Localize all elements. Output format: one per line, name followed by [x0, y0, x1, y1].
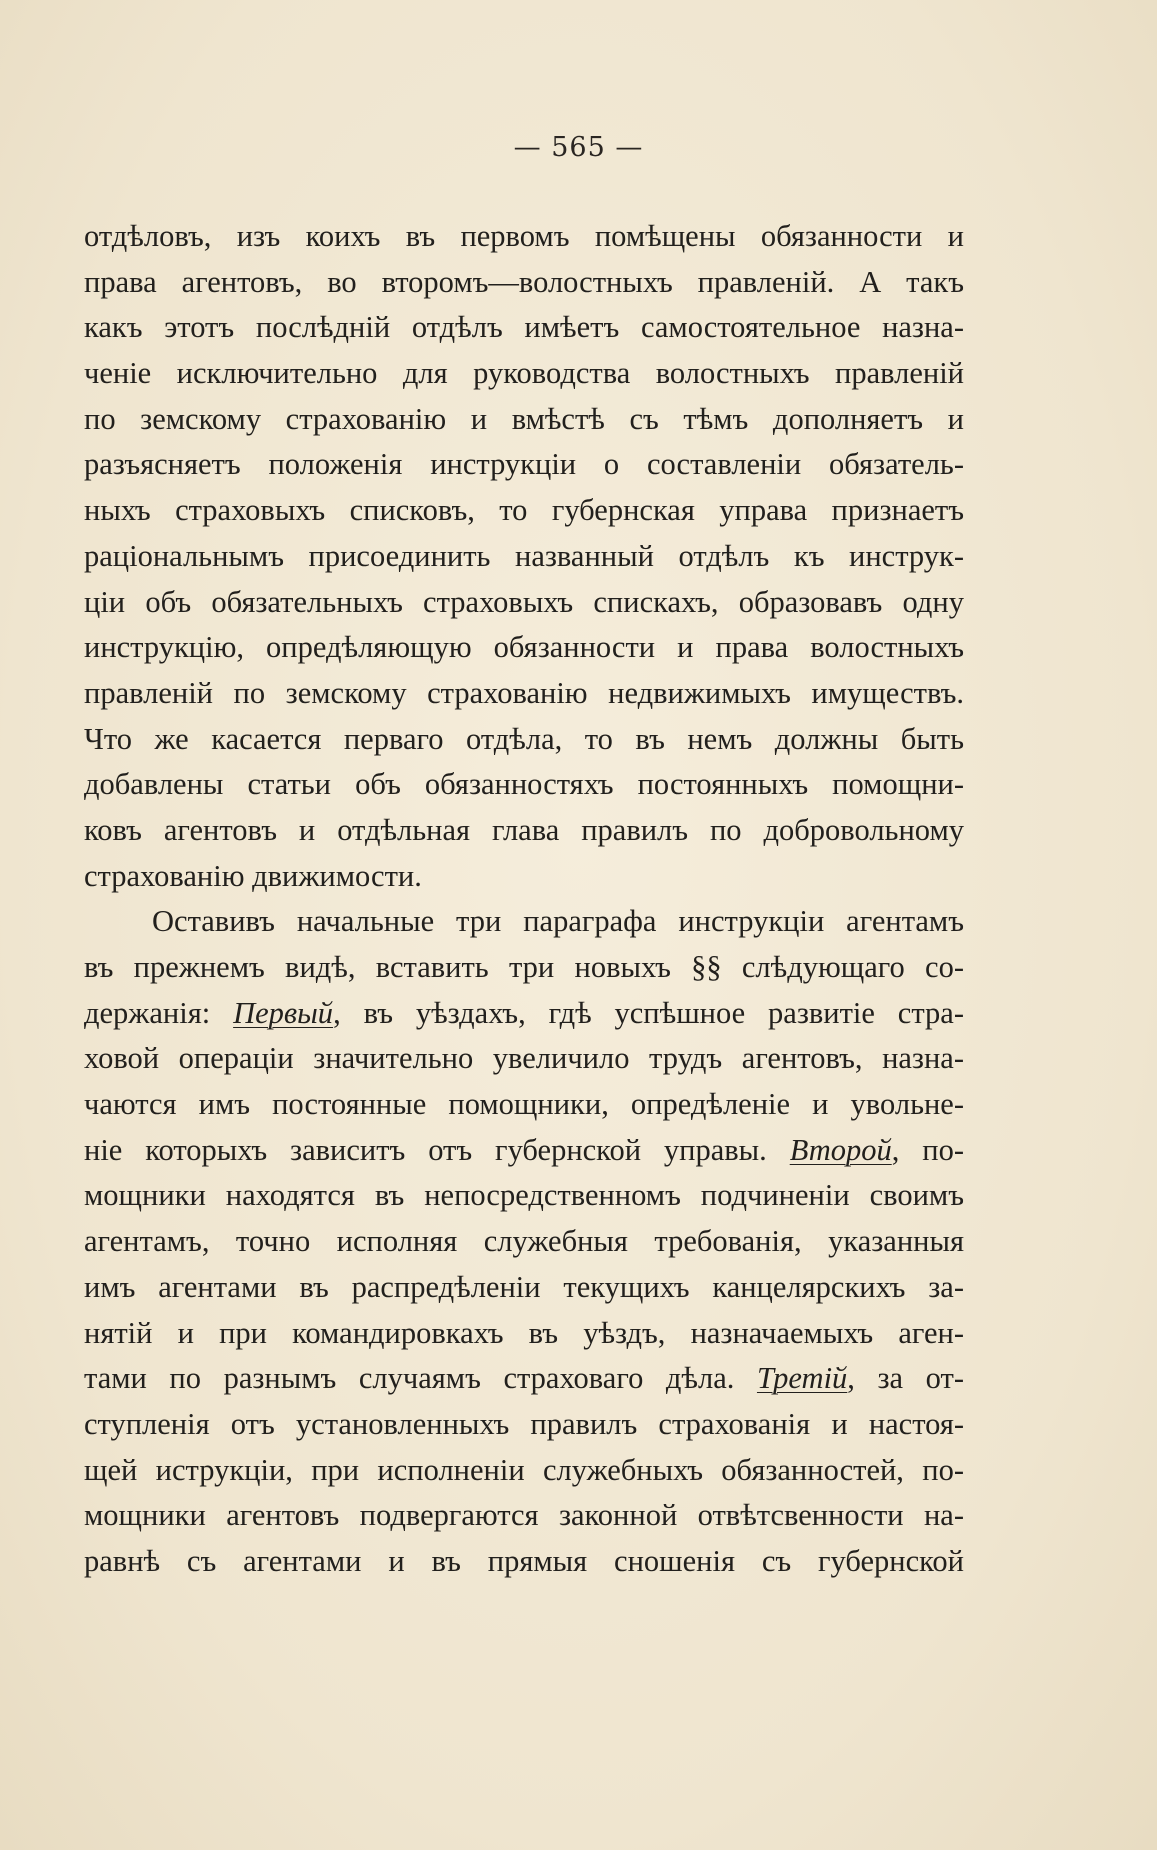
text-line: [84, 1128, 964, 1174]
text-span: ніе которыхъ зависитъ отъ губернской управы.: [84, 1132, 790, 1167]
page-number: — 565 —: [513, 132, 644, 163]
text-line: Что же касается перваго отдѣла, то въ немъ должны быть: [84, 721, 964, 756]
text-line: по земскому страхованію и вмѣстѣ съ тѣмъ дополняетъ и: [84, 401, 964, 436]
text-line: Оставивъ начальные три параграфа инструкціи агентамъ: [152, 904, 964, 939]
text-line: ціи объ обязательныхъ страховыхъ спискахъ, образовавъ одну: [84, 584, 964, 619]
text-span: , въ уѣздахъ, гдѣ успѣшное развитіе стра-: [333, 995, 964, 1030]
italic-term-third: Третій: [756, 1361, 848, 1396]
text-line: равнѣ съ агентами и въ прямыя сношенія съ губернской: [84, 1543, 964, 1578]
text-line: [84, 1356, 964, 1402]
text-line: мощники агентовъ подвергаются законной отвѣтсвенности на-: [84, 1498, 964, 1533]
text-line: права агентовъ, во второмъ—волостныхъ правленій. А такъ: [84, 264, 964, 299]
text-line: въ прежнемъ видѣ, вставить три новыхъ §§ слѣдующаго со-: [84, 950, 964, 984]
text-line: [84, 991, 964, 1037]
text-line: агентамъ, точно исполняя служебныя требованія, указанныя: [84, 1224, 964, 1259]
text-span: , за от-: [847, 1361, 964, 1396]
text-line: правленій по земскому страхованію недвижимыхъ имуществъ.: [84, 675, 964, 710]
text-line: щей иструкціи, при исполненіи служебныхъ обязанностей, по-: [84, 1452, 964, 1487]
text-span: держанія:: [84, 995, 234, 1030]
text-line: ховой операціи значительно увеличило трудъ агентовъ, назна-: [84, 1041, 964, 1076]
body-text: [84, 214, 964, 1585]
text-line: инструкцію, опредѣляющую обязанности и права волостныхъ: [84, 630, 964, 665]
paragraph-2: [84, 899, 964, 1584]
text-line: ныхъ страховыхъ списковъ, то губернская управа признаетъ: [84, 493, 964, 528]
text-line: ступленія отъ установленныхъ правилъ страхованія и настоя-: [84, 1406, 964, 1441]
text-line: ковъ агентовъ и отдѣльная глава правилъ по добровольному: [84, 812, 964, 847]
text-line: отдѣловъ, изъ коихъ въ первомъ помѣщены обязанности и: [84, 219, 964, 253]
text-line: имъ агентами въ распредѣленіи текущихъ канцелярскихъ за-: [84, 1269, 964, 1304]
text-line: нятій и при командировкахъ въ уѣздъ, назначаемыхъ аген-: [84, 1315, 964, 1350]
italic-term-first: Первый: [233, 995, 334, 1030]
text-line: мощники находятся въ непосредственномъ подчиненіи своимъ: [84, 1178, 964, 1213]
text-line: раціональнымъ присоединить названный отдѣлъ къ инструк-: [84, 538, 964, 573]
text-line: разъясняетъ положенія инструкціи о составленіи обязатель-: [84, 447, 964, 482]
text-line: какъ этотъ послѣдній отдѣлъ имѣетъ самостоятельное назна-: [84, 310, 964, 345]
paragraph-1: [84, 214, 964, 899]
italic-term-second: Второй: [789, 1132, 892, 1167]
text-line: ченіе исключительно для руководства волостныхъ правленій: [84, 356, 964, 391]
text-line: страхованію движимости.: [84, 858, 422, 893]
text-span: , по-: [891, 1132, 964, 1167]
text-line: добавлены статьи объ обязанностяхъ постоянныхъ помощни-: [84, 767, 964, 802]
text-line: чаются имъ постоянные помощники, опредѣленіе и увольне-: [84, 1087, 964, 1122]
text-span: тами по разнымъ случаямъ страховаго дѣла.: [84, 1361, 757, 1396]
